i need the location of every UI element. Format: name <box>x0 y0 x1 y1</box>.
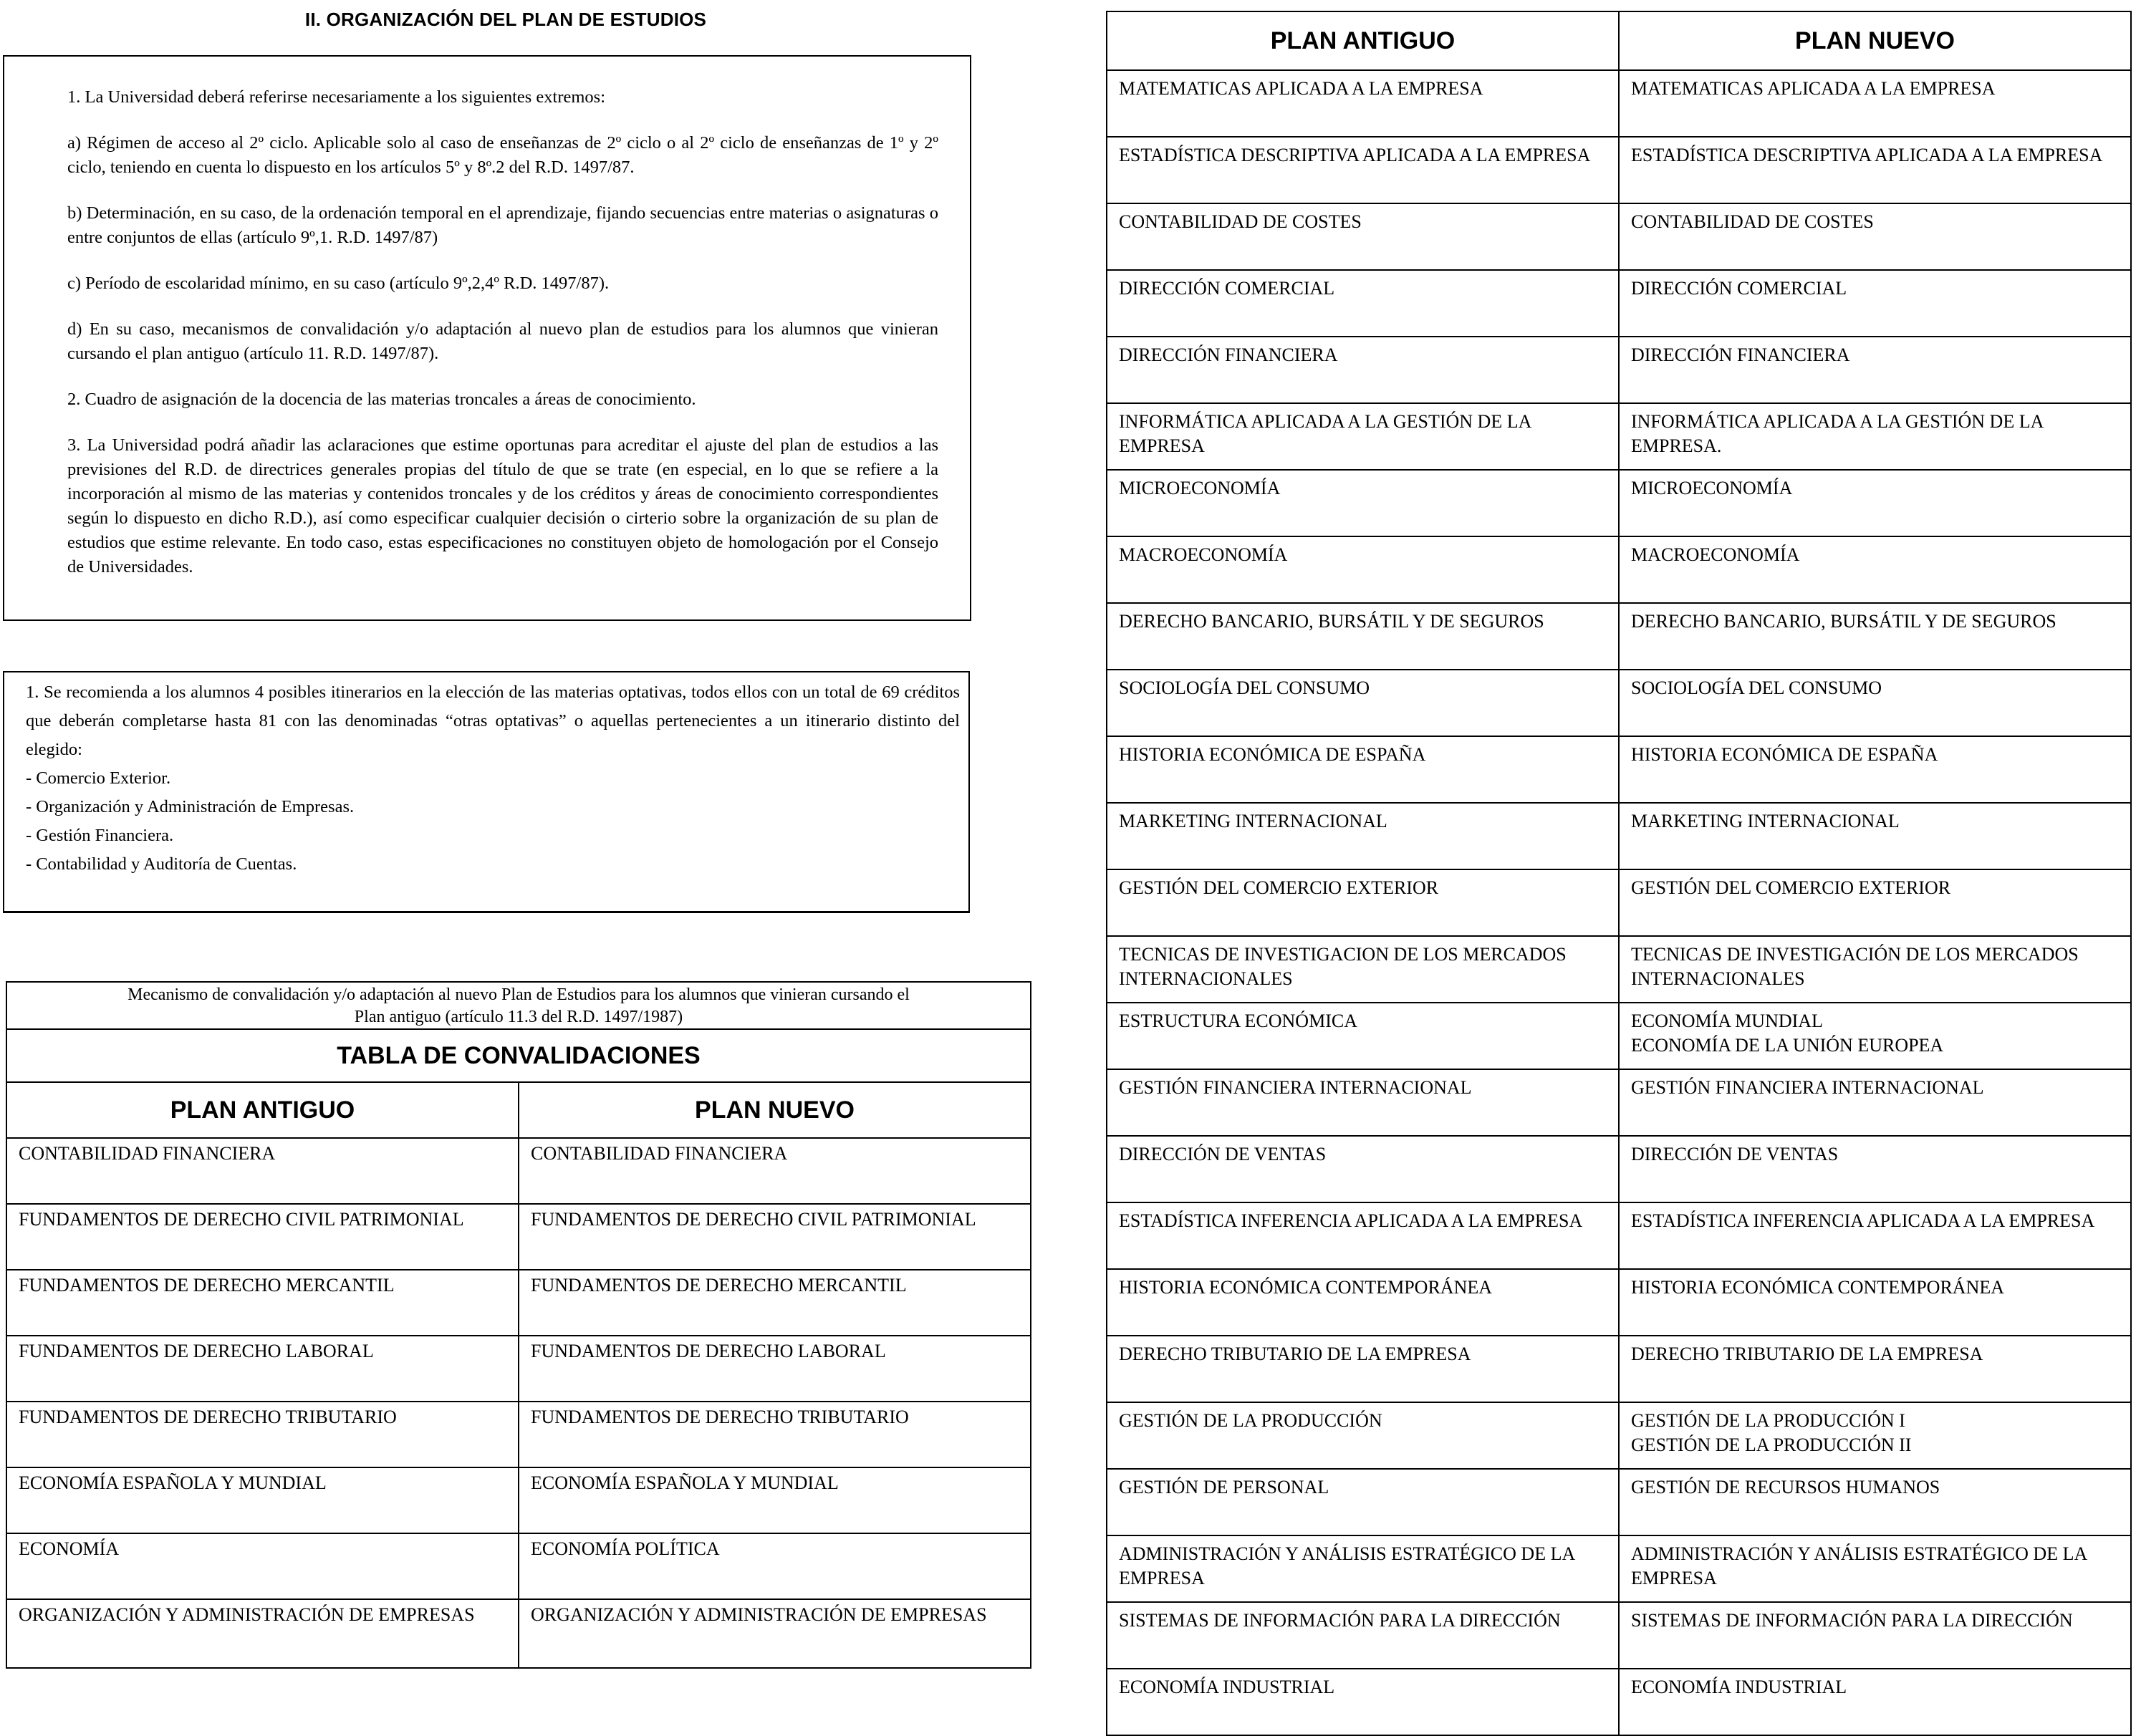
table-row <box>1107 670 2131 736</box>
cell-plan-antiguo: MATEMATICAS APLICADA A LA EMPRESA <box>1107 70 1619 137</box>
cell-plan-nuevo: CONTABILIDAD FINANCIERA <box>519 1138 1030 1204</box>
itinerary-item: - Organización y Administración de Empresas. <box>26 797 355 816</box>
table-row <box>1107 936 2131 1003</box>
cell-plan-antiguo: DIRECCIÓN DE VENTAS <box>1107 1136 1619 1202</box>
table-row <box>7 1336 1030 1402</box>
convalidation-table <box>1106 11 2132 1736</box>
cell-plan-nuevo: MICROECONOMÍA <box>1619 470 2131 536</box>
instruction-paragraph: c) Período de escolaridad mínimo, en su caso (artículo 9º,2,4º R.D. 1497/87). <box>67 274 610 293</box>
instruction-paragraph: a) Régimen de acceso al 2º ciclo. Aplicable solo al caso de enseñanzas de 2º ciclo o al 2º ciclo de enseñanzas de 1º y 2º ciclo, teniendo en cuenta lo dispuesto en los artículos 5º y 8º.2 del R.D. 1497/87. <box>67 133 938 177</box>
cell-plan-nuevo: GESTIÓN DE RECURSOS HUMANOS <box>1619 1469 2131 1535</box>
cell-plan-antiguo: CONTABILIDAD FINANCIERA <box>7 1138 519 1204</box>
cell-plan-nuevo: ECONOMÍA MUNDIAL ECONOMÍA DE LA UNIÓN EUROPEA <box>1619 1003 2131 1069</box>
table-row <box>1107 1602 2131 1669</box>
cell-plan-nuevo: DIRECCIÓN COMERCIAL <box>1619 270 2131 337</box>
cell-plan-antiguo: INFORMÁTICA APLICADA A LA GESTIÓN DE LA EMPRESA <box>1107 403 1619 470</box>
cell-plan-antiguo: DERECHO BANCARIO, BURSÁTIL Y DE SEGUROS <box>1107 603 1619 670</box>
table-row <box>1107 803 2131 869</box>
table-row <box>1107 1336 2131 1402</box>
table-row <box>1107 1402 2131 1469</box>
table-row <box>1107 1202 2131 1269</box>
cell-plan-nuevo: SISTEMAS DE INFORMACIÓN PARA LA DIRECCIÓN <box>1619 1602 2131 1669</box>
cell-plan-nuevo: MACROECONOMÍA <box>1619 536 2131 603</box>
cell-plan-antiguo: HISTORIA ECONÓMICA DE ESPAÑA <box>1107 736 1619 803</box>
cell-plan-antiguo: ADMINISTRACIÓN Y ANÁLISIS ESTRATÉGICO DE LA EMPRESA <box>1107 1535 1619 1602</box>
cell-plan-nuevo: SOCIOLOGÍA DEL CONSUMO <box>1619 670 2131 736</box>
table-row <box>1107 70 2131 137</box>
table-header-row <box>7 1083 1030 1138</box>
section-title: II. ORGANIZACIÓN DEL PLAN DE ESTUDIOS <box>304 9 707 30</box>
table-row <box>1107 137 2131 203</box>
cell-plan-antiguo: GESTIÓN DE PERSONAL <box>1107 1469 1619 1535</box>
itinerary-item: - Comercio Exterior. <box>26 768 171 788</box>
cell-plan-nuevo: DIRECCIÓN FINANCIERA <box>1619 337 2131 403</box>
cell-plan-antiguo: ECONOMÍA INDUSTRIAL <box>1107 1669 1619 1735</box>
cell-plan-nuevo: FUNDAMENTOS DE DERECHO TRIBUTARIO <box>519 1402 1030 1467</box>
cell-plan-antiguo: FUNDAMENTOS DE DERECHO MERCANTIL <box>7 1270 519 1336</box>
cell-plan-nuevo: INFORMÁTICA APLICADA A LA GESTIÓN DE LA EMPRESA. <box>1619 403 2131 470</box>
cell-plan-nuevo: DIRECCIÓN DE VENTAS <box>1619 1136 2131 1202</box>
cell-plan-antiguo: TECNICAS DE INVESTIGACION DE LOS MERCADOS INTERNACIONALES <box>1107 936 1619 1003</box>
cell-plan-antiguo: FUNDAMENTOS DE DERECHO CIVIL PATRIMONIAL <box>7 1204 519 1270</box>
cell-plan-antiguo: ESTADÍSTICA DESCRIPTIVA APLICADA A LA EMPRESA <box>1107 137 1619 203</box>
caption-line: Plan antiguo (artículo 11.3 del R.D. 1497/1987) <box>354 1008 683 1026</box>
cell-plan-nuevo: HISTORIA ECONÓMICA DE ESPAÑA <box>1619 736 2131 803</box>
cell-plan-nuevo: ECONOMÍA INDUSTRIAL <box>1619 1669 2131 1735</box>
cell-plan-antiguo: DIRECCIÓN FINANCIERA <box>1107 337 1619 403</box>
table-body <box>1107 70 2131 1735</box>
cell-plan-nuevo: ADMINISTRACIÓN Y ANÁLISIS ESTRATÉGICO DE LA EMPRESA <box>1619 1535 2131 1602</box>
cell-plan-nuevo: GESTIÓN DE LA PRODUCCIÓN I GESTIÓN DE LA PRODUCCIÓN II <box>1619 1402 2131 1469</box>
header-plan-nuevo: PLAN NUEVO <box>519 1083 1030 1138</box>
cell-plan-nuevo: ESTADÍSTICA DESCRIPTIVA APLICADA A LA EMPRESA <box>1619 137 2131 203</box>
cell-plan-antiguo: ECONOMÍA ESPAÑOLA Y MUNDIAL <box>7 1467 519 1533</box>
table-row <box>1107 1003 2131 1069</box>
cell-plan-antiguo: ESTRUCTURA ECONÓMICA <box>1107 1003 1619 1069</box>
cell-plan-nuevo: MARKETING INTERNACIONAL <box>1619 803 2131 869</box>
convalidation-table-block <box>6 981 1031 1669</box>
header-plan-antiguo: PLAN ANTIGUO <box>1107 11 1619 70</box>
cell-plan-nuevo: DERECHO BANCARIO, BURSÁTIL Y DE SEGUROS <box>1619 603 2131 670</box>
cell-plan-nuevo: FUNDAMENTOS DE DERECHO MERCANTIL <box>519 1270 1030 1336</box>
table-row <box>7 1467 1030 1533</box>
table-row <box>1107 203 2131 270</box>
cell-plan-antiguo: ESTADÍSTICA INFERENCIA APLICADA A LA EMPRESA <box>1107 1202 1619 1269</box>
itinerary-item: - Contabilidad y Auditoría de Cuentas. <box>26 854 297 874</box>
convalidation-table-title: TABLA DE CONVALIDACIONES <box>7 1030 1030 1083</box>
cell-plan-antiguo: MICROECONOMÍA <box>1107 470 1619 536</box>
table-row <box>1107 1136 2131 1202</box>
table-row <box>7 1138 1030 1204</box>
table-row <box>7 1270 1030 1336</box>
instruction-paragraph: b) Determinación, en su caso, de la ordenación temporal en el aprendizaje, fijando secuencias entre materias o asignaturas o entre conjuntos de ellas (artículo 9º,1. R.D. 1497/87) <box>67 203 938 247</box>
cell-plan-antiguo: FUNDAMENTOS DE DERECHO TRIBUTARIO <box>7 1402 519 1467</box>
itineraries-intro: 1. Se recomienda a los alumnos 4 posibles itinerarios en la elección de las materias optativas, todos ellos con un total de 69 créditos que deberán completarse hasta 81 con las denominadas “otras optativas” o aquellas pertenecientes a un itinerario distinto del elegido: <box>26 683 960 759</box>
header-plan-nuevo: PLAN NUEVO <box>1619 11 2131 70</box>
table-row <box>1107 1269 2131 1336</box>
cell-plan-nuevo: ESTADÍSTICA INFERENCIA APLICADA A LA EMPRESA <box>1619 1202 2131 1269</box>
table-row <box>1107 869 2131 936</box>
table-row <box>7 1402 1030 1467</box>
instruction-paragraph: 2. Cuadro de asignación de la docencia de las materias troncales a áreas de conocimiento. <box>67 390 696 409</box>
cell-plan-antiguo: CONTABILIDAD DE COSTES <box>1107 203 1619 270</box>
cell-plan-antiguo: ECONOMÍA <box>7 1533 519 1599</box>
itinerary-item: - Gestión Financiera. <box>26 826 174 845</box>
instructions-box <box>3 55 971 621</box>
table-row <box>1107 1535 2131 1602</box>
table-row <box>1107 1069 2131 1136</box>
table-row <box>1107 1469 2131 1535</box>
cell-plan-antiguo: FUNDAMENTOS DE DERECHO LABORAL <box>7 1336 519 1402</box>
cell-plan-antiguo: HISTORIA ECONÓMICA CONTEMPORÁNEA <box>1107 1269 1619 1336</box>
itineraries-box <box>3 671 970 913</box>
table-row <box>1107 736 2131 803</box>
table-row <box>1107 1669 2131 1735</box>
cell-plan-nuevo: HISTORIA ECONÓMICA CONTEMPORÁNEA <box>1619 1269 2131 1336</box>
table-row <box>1107 270 2131 337</box>
table-row <box>7 1533 1030 1599</box>
cell-plan-nuevo: GESTIÓN FINANCIERA INTERNACIONAL <box>1619 1069 2131 1136</box>
cell-plan-antiguo: SISTEMAS DE INFORMACIÓN PARA LA DIRECCIÓN <box>1107 1602 1619 1669</box>
cell-plan-nuevo: MATEMATICAS APLICADA A LA EMPRESA <box>1619 70 2131 137</box>
convalidation-table-continued <box>1106 11 2132 1736</box>
convalidation-caption <box>7 983 1030 1030</box>
cell-plan-nuevo: ECONOMÍA POLÍTICA <box>519 1533 1030 1599</box>
cell-plan-nuevo: FUNDAMENTOS DE DERECHO LABORAL <box>519 1336 1030 1402</box>
table-row <box>1107 603 2131 670</box>
cell-plan-antiguo: GESTIÓN DEL COMERCIO EXTERIOR <box>1107 869 1619 936</box>
cell-plan-antiguo: SOCIOLOGÍA DEL CONSUMO <box>1107 670 1619 736</box>
instruction-paragraph: d) En su caso, mecanismos de convalidación y/o adaptación al nuevo plan de estudios para los alumnos que vinieran cursando el plan antiguo (artículo 11. R.D. 1497/87). <box>67 319 938 363</box>
header-plan-antiguo: PLAN ANTIGUO <box>7 1083 519 1138</box>
table-row <box>1107 470 2131 536</box>
cell-plan-antiguo: MACROECONOMÍA <box>1107 536 1619 603</box>
cell-plan-antiguo: MARKETING INTERNACIONAL <box>1107 803 1619 869</box>
cell-plan-antiguo: GESTIÓN FINANCIERA INTERNACIONAL <box>1107 1069 1619 1136</box>
convalidation-table <box>7 1083 1030 1667</box>
table-row <box>7 1204 1030 1270</box>
cell-plan-antiguo: DERECHO TRIBUTARIO DE LA EMPRESA <box>1107 1336 1619 1402</box>
table-row <box>1107 536 2131 603</box>
table-header-row <box>1107 11 2131 70</box>
cell-plan-nuevo: CONTABILIDAD DE COSTES <box>1619 203 2131 270</box>
itineraries-list <box>26 764 960 879</box>
cell-plan-antiguo: GESTIÓN DE LA PRODUCCIÓN <box>1107 1402 1619 1469</box>
instruction-paragraph: 1. La Universidad deberá referirse necesariamente a los siguientes extremos: <box>67 87 606 107</box>
caption-line: Mecanismo de convalidación y/o adaptación al nuevo Plan de Estudios para los alumnos que vinieran cursando el <box>128 985 910 1004</box>
cell-plan-antiguo: ORGANIZACIÓN Y ADMINISTRACIÓN DE EMPRESAS <box>7 1599 519 1667</box>
cell-plan-nuevo: ORGANIZACIÓN Y ADMINISTRACIÓN DE EMPRESAS <box>519 1599 1030 1667</box>
cell-plan-nuevo: DERECHO TRIBUTARIO DE LA EMPRESA <box>1619 1336 2131 1402</box>
cell-plan-nuevo: FUNDAMENTOS DE DERECHO CIVIL PATRIMONIAL <box>519 1204 1030 1270</box>
table-row <box>7 1599 1030 1667</box>
cell-plan-nuevo: TECNICAS DE INVESTIGACIÓN DE LOS MERCADOS INTERNACIONALES <box>1619 936 2131 1003</box>
table-row <box>1107 403 2131 470</box>
cell-plan-nuevo: ECONOMÍA ESPAÑOLA Y MUNDIAL <box>519 1467 1030 1533</box>
table-row <box>1107 337 2131 403</box>
instruction-paragraph: 3. La Universidad podrá añadir las aclaraciones que estime oportunas para acreditar el ajuste del plan de estudios a las previsiones del R.D. de directrices generales propias del título de que se trate (en especial, en lo que se refiere a la incorporación al mismo de las materias y contenidos troncales y de los créditos y áreas de conocimiento correspondientes según lo dispuesto en dicho R.D.), así como especificar cualquier decisión o cirterio sobre la organización de su plan de estudios que estime relevante. En todo caso, estas especificaciones no constituyen objeto de homologación por el Consejo de Universidades. <box>67 435 938 577</box>
cell-plan-nuevo: GESTIÓN DEL COMERCIO EXTERIOR <box>1619 869 2131 936</box>
cell-plan-antiguo: DIRECCIÓN COMERCIAL <box>1107 270 1619 337</box>
